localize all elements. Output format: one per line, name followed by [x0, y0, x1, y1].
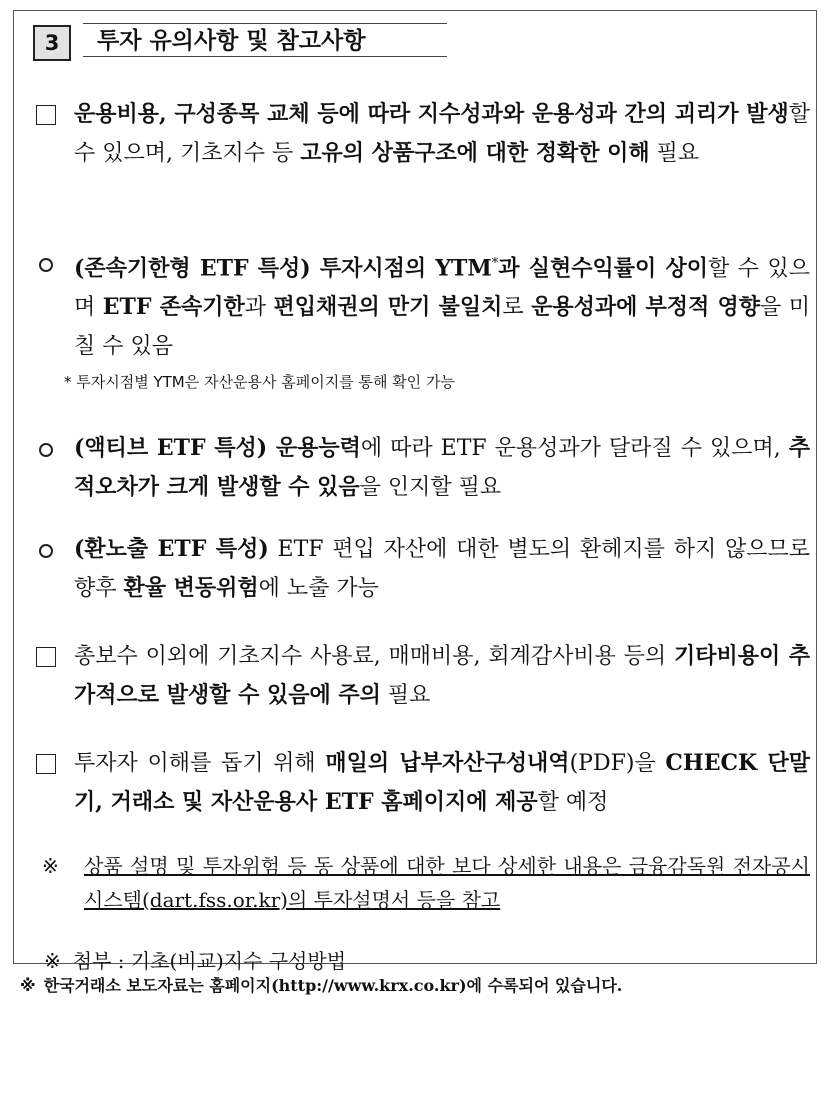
item-text	[74, 95, 810, 173]
emphasis-text: 운용성과에 부정적 영향	[531, 294, 760, 321]
circle-bullet-icon	[39, 443, 53, 457]
emphasis-text: 운용비용, 구성종목 교체 등에 따라 지수성과와 운용성과 간의 괴리가 발생	[74, 101, 789, 127]
body-text: 로	[502, 295, 532, 321]
body-text: 을 미칠 수 있음	[74, 295, 811, 360]
square-bullet-icon	[36, 105, 56, 125]
emphasis-text: (환노출 ETF 특성)	[74, 536, 269, 562]
body-text: 필요	[380, 683, 431, 708]
dart-notice	[42, 849, 810, 917]
emphasis-text: CHECK 단말기, 거래소 및 자산운용사 ETF 홈페이지에 제공	[74, 750, 811, 815]
section-number: 3	[33, 25, 71, 61]
notice-frame	[13, 10, 817, 973]
list-item-pdf	[34, 744, 810, 822]
body-text: 총보수 이외에 기초지수 사용료, 매매비용, 회계감사비용 등의	[74, 644, 674, 669]
emphasis-text: (존속기한형 ETF 특성) 투자시점의 YTM	[74, 255, 492, 282]
emphasis-text: (액티브 ETF 특성) 운용능력	[74, 435, 361, 461]
body-text: 투자자 이해를 돕기 위해	[74, 751, 326, 776]
body-text: 할 수 있으며, 기초지수 등	[74, 102, 810, 166]
list-item-costs	[34, 95, 810, 173]
body-text: 할 예정	[537, 790, 609, 815]
body-text: ETF 편입 자산에 대한 별도의 환헤지를 하지 않으므로 향후	[74, 537, 810, 601]
body-text: 에 노출 가능	[258, 576, 379, 601]
item-text	[74, 244, 810, 366]
body-text: 필요	[649, 141, 700, 166]
attachment-line	[44, 945, 346, 974]
body-text: 을 인지할 필요	[359, 475, 502, 500]
item-text	[74, 530, 810, 608]
square-bullet-icon	[36, 647, 56, 667]
circle-bullet-icon	[39, 258, 53, 272]
reference-mark-icon: ※	[20, 976, 36, 995]
list-item-other-costs	[34, 637, 810, 715]
body-text: (PDF)을	[569, 751, 666, 776]
emphasis-text: 추적오차가 크게 발생할 수 있음	[74, 435, 810, 500]
list-item-fx-etf	[34, 530, 810, 608]
emphasis-text: 과 실현수익률이 상이	[498, 255, 708, 282]
body-text: 에 따라 ETF 운용성과가 달라질 수 있으며,	[360, 436, 789, 461]
emphasis-text: 매일의 납부자산구성내역	[325, 750, 570, 776]
square-bullet-icon	[36, 754, 56, 774]
body-text: *	[491, 256, 499, 271]
emphasis-text: 고유의 상품구조에 대한 정확한 이해	[300, 140, 650, 166]
section-title: 투자 유의사항 및 참고사항	[83, 23, 447, 57]
item-text	[74, 637, 810, 715]
press-release-text: 한국거래소 보도자료는 홈페이지(http://www.krx.co.kr)에 수록되어 있습니다.	[43, 976, 623, 995]
item-text	[74, 429, 810, 507]
item-text	[74, 744, 810, 822]
press-release-note	[20, 973, 622, 996]
list-item-active-etf	[34, 429, 810, 507]
notice-text: 상품 설명 및 투자위험 등 동 상품에 대한 보다 상세한 내용은 금융감독원 전자공시시스템(dart.fss.or.kr)의 투자설명서 등을 참고	[84, 854, 810, 912]
list-item-term-etf	[34, 244, 810, 366]
ytm-footnote: * 투자시점별 YTM은 자산운용사 홈페이지를 통해 확인 가능	[64, 373, 455, 391]
body-text: 할 수 있으며	[74, 256, 811, 321]
reference-mark-icon: ※	[42, 854, 59, 878]
reference-mark-icon: ※	[44, 949, 61, 973]
emphasis-text: 환율 변동위험	[123, 575, 259, 601]
emphasis-text: 기타비용이 추가적으로 발생할 수 있음에 주의	[74, 643, 810, 708]
body-text: 과	[244, 295, 274, 321]
attachment-text: 첨부 : 기초(비교)지수 구성방법	[72, 949, 347, 973]
circle-bullet-icon	[39, 544, 53, 558]
emphasis-text: 편입채권의 만기 불일치	[273, 294, 503, 321]
emphasis-text: ETF 존속기한	[102, 294, 245, 321]
